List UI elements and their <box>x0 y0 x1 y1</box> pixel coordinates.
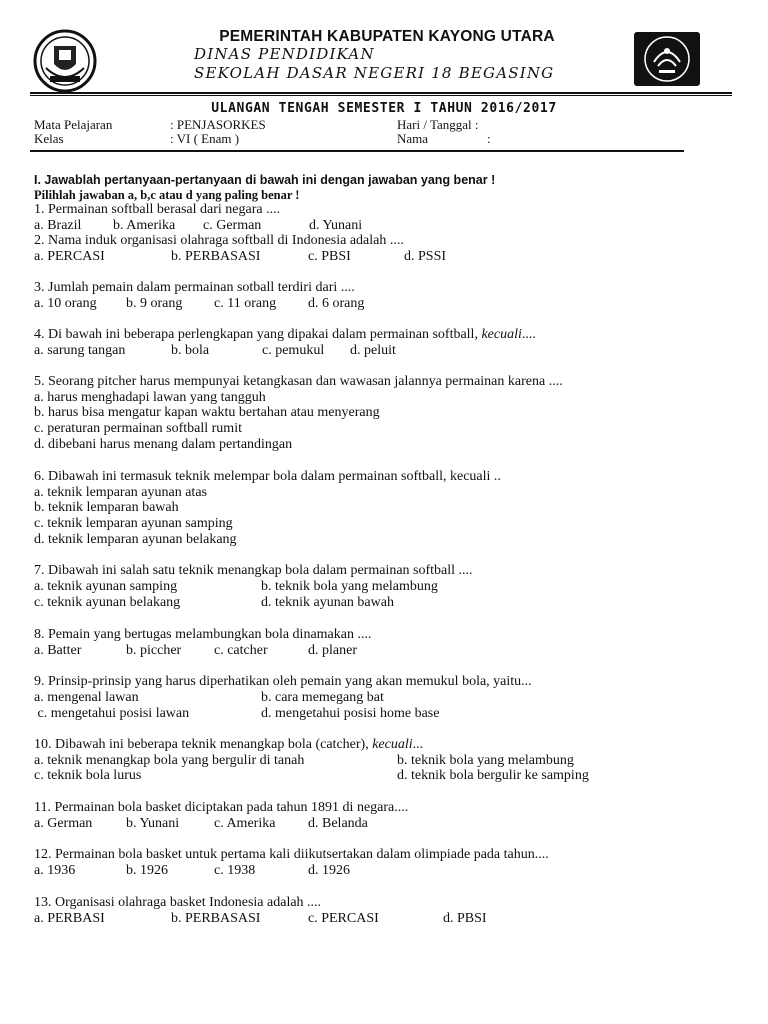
government-title: PEMERINTAH KABUPATEN KAYONG UTARA <box>219 28 555 45</box>
q2-option-b: b. PERBASASI <box>171 249 261 264</box>
q7-option-b: b. teknik bola yang melambung <box>261 579 438 594</box>
q11-option-a: a. German <box>34 816 93 831</box>
q12-option-c: c. 1938 <box>214 863 256 878</box>
question-4 <box>34 327 536 343</box>
q9-option-c: c. mengetahui posisi lawan <box>34 706 190 721</box>
q9-option-a: a. mengenal lawan <box>34 690 139 705</box>
question-12: 12. Permainan bola basket untuk pertama kali diikutsertakan dalam olimpiade pada tahun.... <box>34 847 549 862</box>
header-divider-thin <box>30 95 732 96</box>
q3-option-c: c. 11 orang <box>214 296 277 311</box>
question-11: 11. Permainan bola basket diciptakan pada tahun 1891 di negara.... <box>34 800 409 815</box>
question-4-text: 4. Di bawah ini beberapa perlengkapan yang dipakai dalam permainan softball, <box>34 327 478 342</box>
q13-option-b: b. PERBASASI <box>171 911 261 926</box>
question-4-emphasis: kecuali <box>481 327 522 342</box>
q1-option-b: b. Amerika <box>113 218 176 233</box>
q1-option-c: c. German <box>203 218 262 233</box>
q7-option-d: d. teknik ayunan bawah <box>261 595 394 610</box>
q10-option-a: a. teknik menangkap bola yang bergulir di tanah <box>34 753 305 768</box>
q5-option-d: d. dibebani harus menang dalam pertandingan <box>34 437 293 452</box>
q3-option-d: d. 6 orang <box>308 296 365 311</box>
q10-option-b: b. teknik bola yang melambung <box>397 753 574 768</box>
q4-option-a: a. sarung tangan <box>34 343 126 358</box>
q10-option-d: d. teknik bola bergulir ke samping <box>397 768 589 783</box>
q5-option-c: c. peraturan permainan softball rumit <box>34 421 242 436</box>
q3-option-b: b. 9 orang <box>126 296 183 311</box>
q7-option-c: c. teknik ayunan belakang <box>34 595 181 610</box>
q1-option-a: a. Brazil <box>34 218 82 233</box>
q2-option-c: c. PBSI <box>308 249 351 264</box>
question-5: 5. Seorang pitcher harus mempunyai ketangkasan dan wawasan jalannya permainan karena .... <box>34 374 563 389</box>
subject-label: Mata Pelajaran <box>34 117 113 132</box>
q9-option-b: b. cara memegang bat <box>261 690 384 705</box>
name-colon: : <box>487 131 491 146</box>
q11-option-c: c. Amerika <box>214 816 276 831</box>
question-3: 3. Jumlah pemain dalam permainan sotball terdiri dari .... <box>34 280 355 295</box>
instruction-choose: Pilihlah jawaban a, b,c atau d yang paling benar ! <box>34 188 300 202</box>
q1-option-d: d. Yunani <box>309 218 363 233</box>
q8-option-c: c. catcher <box>214 643 268 658</box>
q9-option-d: d. mengetahui posisi home base <box>261 706 440 721</box>
q12-option-b: b. 1926 <box>126 863 168 878</box>
question-6: 6. Dibawah ini termasuk teknik melempar bola dalam permainan softball, kecuali .. <box>34 469 501 484</box>
q6-option-c: c. teknik lemparan ayunan samping <box>34 516 233 531</box>
question-8: 8. Pemain yang bertugas melambungkan bola dinamakan .... <box>34 627 372 642</box>
meta-divider <box>30 150 684 152</box>
question-1: 1. Permainan softball berasal dari negara .... <box>34 202 281 217</box>
name-label: Nama <box>397 131 429 146</box>
q2-option-d: d. PSSI <box>404 249 447 264</box>
q6-option-a: a. teknik lemparan ayunan atas <box>34 485 207 500</box>
q4-option-c: c. pemukul <box>262 343 325 358</box>
q8-option-b: b. piccher <box>126 643 182 658</box>
question-10-end: ... <box>412 737 424 752</box>
q10-option-c: c. teknik bola lurus <box>34 768 142 783</box>
q13-option-d: d. PBSI <box>443 911 487 926</box>
instruction-main: I. Jawablah pertanyaan-pertanyaan di bawah ini dengan jawaban yang benar ! <box>34 173 496 187</box>
q4-option-d: d. peluit <box>350 343 396 358</box>
question-10-text: 10. Dibawah ini beberapa teknik menangkap bola (catcher), <box>34 737 369 752</box>
question-4-end: .... <box>521 327 536 342</box>
question-13: 13. Organisasi olahraga basket Indonesia adalah .... <box>34 895 322 910</box>
q8-option-a: a. Batter <box>34 643 82 658</box>
header-divider <box>30 92 732 94</box>
question-10 <box>34 737 423 753</box>
q12-option-d: d. 1926 <box>308 863 350 878</box>
class-value: : VI ( Enam ) <box>170 131 240 146</box>
q8-option-d: d. planer <box>308 643 357 658</box>
q13-option-a: a. PERBASI <box>34 911 105 926</box>
q5-option-b: b. harus bisa mengatur kapan waktu bertahan atau menyerang <box>34 405 380 420</box>
q11-option-b: b. Yunani <box>126 816 180 831</box>
subject-value: : PENJASORKES <box>170 117 266 132</box>
question-9: 9. Prinsip-prinsip yang harus diperhatikan oleh pemain yang akan memukul bola, yaitu... <box>34 674 532 689</box>
class-label: Kelas <box>34 131 64 146</box>
q5-option-a: a. harus menghadapi lawan yang tangguh <box>34 390 266 405</box>
q12-option-a: a. 1936 <box>34 863 76 878</box>
q6-option-b: b. teknik lemparan bawah <box>34 500 179 515</box>
department-title: DINAS PENDIDIKAN <box>194 45 375 63</box>
question-2: 2. Nama induk organisasi olahraga softball di Indonesia adalah .... <box>34 233 404 248</box>
question-7: 7. Dibawah ini salah satu teknik menangkap bola dalam permainan softball .... <box>34 563 473 578</box>
q2-option-a: a. PERCASI <box>34 249 105 264</box>
q13-option-c: c. PERCASI <box>308 911 379 926</box>
exam-title: ULANGAN TENGAH SEMESTER I TAHUN 2016/2017 <box>211 101 557 116</box>
q4-option-b: b. bola <box>171 343 210 358</box>
q3-option-a: a. 10 orang <box>34 296 97 311</box>
school-title: SEKOLAH DASAR NEGERI 18 BEGASING <box>194 64 555 82</box>
q11-option-d: d. Belanda <box>308 816 368 831</box>
day-date-label: Hari / Tanggal : <box>397 117 479 132</box>
question-10-emphasis: kecuali <box>372 737 413 752</box>
q7-option-a: a. teknik ayunan samping <box>34 579 178 594</box>
q6-option-d: d. teknik lemparan ayunan belakang <box>34 532 237 547</box>
